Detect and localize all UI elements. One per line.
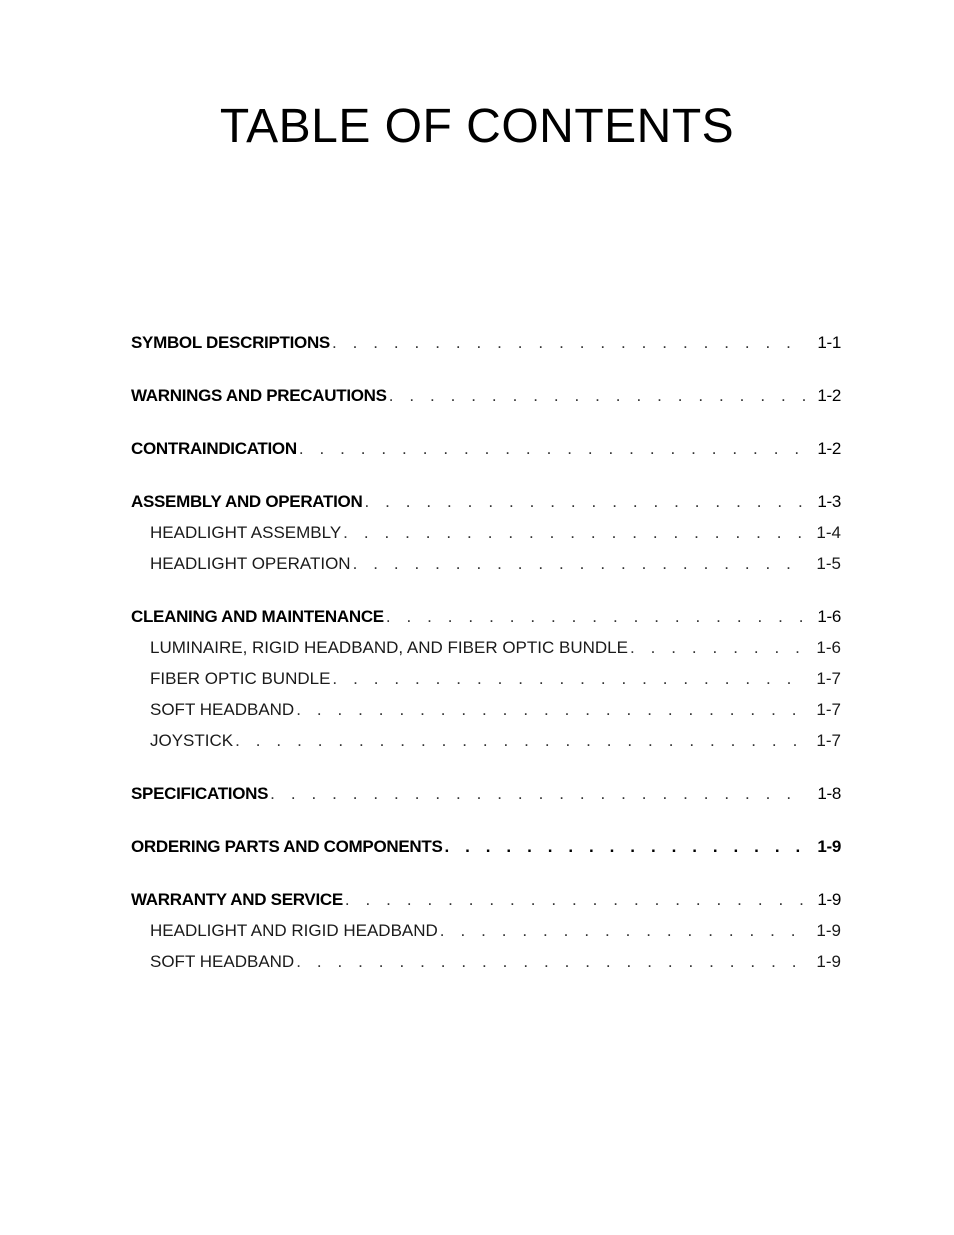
toc-entry-label: HEADLIGHT ASSEMBLY [150,523,342,542]
toc-dot-leader [235,728,806,753]
toc-page-number: 1-7 [816,731,841,750]
toc-page-number: 1-7 [816,669,841,688]
toc-entry-label: WARNINGS AND PRECAUTIONS [131,386,387,405]
toc-entry-label: ASSEMBLY AND OPERATION [131,492,363,511]
toc-dot-leader [353,551,807,576]
toc-page-number: 1-6 [816,638,841,657]
toc-section [131,604,841,759]
toc-entry-major[interactable] [131,489,841,520]
toc-entry-label: SOFT HEADBAND [150,952,295,971]
toc-entry-minor[interactable] [131,949,841,980]
toc-page-number: 1-4 [816,523,841,542]
toc-entry-minor[interactable] [131,918,841,949]
toc-entry-label: HEADLIGHT AND RIGID HEADBAND [150,921,438,940]
toc-entry-minor[interactable] [131,666,841,697]
toc-section [131,834,841,865]
toc-page-number: 1-8 [817,784,841,803]
toc-dot-leader [296,949,806,974]
toc-entry-label: SYMBOL DESCRIPTIONS [131,333,330,352]
page-title: TABLE OF CONTENTS [219,100,735,153]
toc-entry-label: CLEANING AND MAINTENANCE [131,607,384,626]
toc-dot-leader [296,697,806,722]
toc-entry-label: ORDERING PARTS AND COMPONENTS [131,837,443,856]
toc-page-number: 1-9 [817,890,841,909]
toc-entry-label: HEADLIGHT OPERATION [150,554,351,573]
toc-dot-leader [444,834,807,859]
toc-entry-major[interactable] [131,383,841,414]
toc-page-number: 1-7 [816,700,841,719]
toc-page-number: 1-2 [817,439,841,458]
toc-section [131,489,841,582]
table-of-contents [131,330,841,1002]
toc-entry-minor[interactable] [131,635,841,666]
toc-section [131,330,841,361]
toc-dot-leader [332,666,806,691]
toc-dot-leader [299,436,808,461]
toc-section [131,383,841,414]
toc-dot-leader [332,330,807,355]
toc-page-number: 1-9 [817,837,841,856]
toc-page-number: 1-5 [816,554,841,573]
toc-section [131,436,841,467]
toc-entry-minor[interactable] [131,520,841,551]
toc-page-number: 1-6 [817,607,841,626]
toc-entry-label: FIBER OPTIC BUNDLE [150,669,331,688]
toc-dot-leader [386,604,807,629]
toc-dot-leader [389,383,808,408]
toc-entry-major[interactable] [131,781,841,812]
toc-dot-leader [345,887,807,912]
toc-page-number: 1-2 [817,386,841,405]
toc-entry-label: SPECIFICATIONS [131,784,269,803]
toc-dot-leader [630,635,806,660]
toc-entry-minor[interactable] [131,697,841,728]
toc-entry-label: JOYSTICK [150,731,234,750]
toc-entry-major[interactable] [131,330,841,361]
toc-dot-leader [270,781,807,806]
toc-entry-major[interactable] [131,436,841,467]
toc-page-number: 1-9 [816,952,841,971]
toc-dot-leader [440,918,807,943]
toc-entry-minor[interactable] [131,728,841,759]
toc-entry-major[interactable] [131,887,841,918]
toc-section [131,781,841,812]
toc-section [131,887,841,980]
toc-entry-label: SOFT HEADBAND [150,700,295,719]
toc-page-number: 1-1 [817,333,841,352]
toc-entry-label: LUMINAIRE, RIGID HEADBAND, AND FIBER OPTIC BUNDLE [150,638,628,657]
toc-entry-major[interactable] [131,604,841,635]
toc-entry-minor[interactable] [131,551,841,582]
toc-entry-label: CONTRAINDICATION [131,439,297,458]
toc-entry-label: WARRANTY AND SERVICE [131,890,343,909]
toc-dot-leader [343,520,806,545]
toc-dot-leader [364,489,807,514]
toc-page-number: 1-3 [817,492,841,511]
toc-page-number: 1-9 [816,921,841,940]
toc-entry-major[interactable] [131,834,841,865]
